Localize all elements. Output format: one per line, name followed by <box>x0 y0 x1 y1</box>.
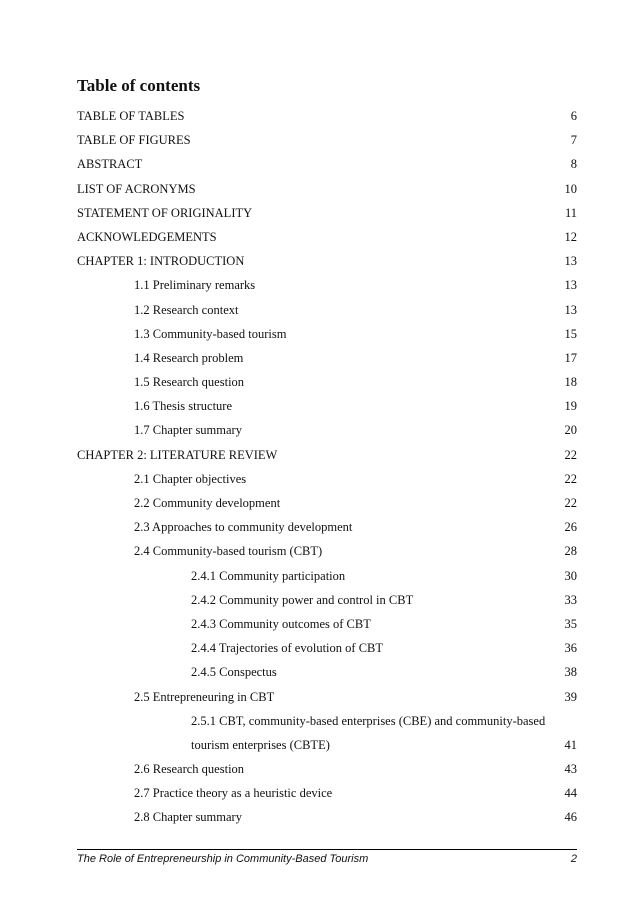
toc-entry-label: 2.4.5 Conspectus <box>191 665 277 680</box>
toc-entry-label: 1.4 Research problem <box>134 350 244 365</box>
toc-entry[interactable] <box>77 394 577 418</box>
toc-entry-label: STATEMENT OF ORIGINALITY <box>77 205 253 220</box>
toc-entry-label: 2.7 Practice theory as a heuristic device <box>134 786 333 801</box>
toc-entry-page: 19 <box>564 399 577 414</box>
toc-entry-page: 10 <box>564 181 577 196</box>
toc-entry[interactable] <box>77 104 577 128</box>
toc-entry-label: TABLE OF TABLES <box>77 109 185 123</box>
toc-entry-label: 2.4.2 Community power and control in CBT <box>191 592 414 607</box>
toc-entry-label: CHAPTER 2: LITERATURE REVIEW <box>77 447 278 462</box>
toc-entry-page: 44 <box>564 786 577 801</box>
toc-entry[interactable] <box>77 273 577 297</box>
toc-entry-label: 1.6 Thesis structure <box>134 399 233 414</box>
toc-entry[interactable] <box>77 298 577 322</box>
toc-entry[interactable] <box>77 491 577 515</box>
toc-entry-page: 13 <box>564 302 577 317</box>
toc-entry[interactable] <box>77 733 577 757</box>
toc-entry[interactable] <box>77 418 577 442</box>
footer-divider <box>77 849 577 850</box>
toc-entry[interactable] <box>77 660 577 684</box>
toc-entry-label: 2.5.1 CBT, community-based enterprises (CBE) and community-based <box>191 713 546 728</box>
toc-entry-label: 2.5 Entrepreneuring in CBT <box>134 689 275 704</box>
toc-entry-page: 35 <box>564 616 577 631</box>
toc-entry[interactable] <box>77 636 577 660</box>
toc-entry-page: 26 <box>564 520 577 535</box>
toc-entry-page: 12 <box>564 229 577 244</box>
footer-title: The Role of Entrepreneurship in Community-Based Tourism <box>77 853 369 865</box>
toc-entry-label: CHAPTER 1: INTRODUCTION <box>77 254 245 269</box>
footer-page-number: 2 <box>570 853 577 865</box>
toc-entry[interactable] <box>77 709 577 733</box>
toc-entry-page: 13 <box>564 278 577 293</box>
toc-entry-label: 1.5 Research question <box>134 375 245 390</box>
toc-entry-page: 36 <box>564 641 577 656</box>
toc-entry[interactable] <box>77 152 577 176</box>
toc-entry-page: 41 <box>564 737 577 752</box>
toc-entry-label: 2.4 Community-based tourism (CBT) <box>134 544 323 559</box>
toc-entry-label: 2.4.1 Community participation <box>191 568 346 583</box>
toc-entry-label: 2.4.3 Community outcomes of CBT <box>191 616 371 631</box>
toc-entry-label: 2.2 Community development <box>134 496 281 510</box>
page-title: Table of contents <box>77 76 201 95</box>
toc-entry-page: 43 <box>564 762 577 777</box>
toc-entry[interactable] <box>77 177 577 201</box>
toc-entry-page: 30 <box>564 568 577 583</box>
toc-entry-label: ACKNOWLEDGEMENTS <box>77 229 217 244</box>
toc-entry-page: 7 <box>570 133 577 148</box>
toc-entry-label: 1.7 Chapter summary <box>134 423 242 438</box>
toc-entry-label: 1.3 Community-based tourism <box>134 326 287 341</box>
toc-entry-page: 22 <box>564 496 577 510</box>
toc-entry-label: 2.3 Approaches to community development <box>134 520 353 535</box>
toc-entry-page: 6 <box>570 109 577 123</box>
toc-entry-label: ABSTRACT <box>77 157 143 172</box>
toc-entry-page: 11 <box>564 205 577 220</box>
toc-entry-label: 2.1 Chapter objectives <box>134 471 247 486</box>
toc-entry-label: LIST OF ACRONYMS <box>77 181 196 196</box>
toc-entry[interactable] <box>77 805 577 829</box>
toc-entry-page: 22 <box>564 471 577 486</box>
toc-entry-page: 28 <box>564 544 577 559</box>
toc-entry[interactable] <box>77 685 577 709</box>
toc-entry-page: 20 <box>564 423 577 438</box>
toc-entry[interactable] <box>77 564 577 588</box>
toc-entry[interactable] <box>77 249 577 273</box>
toc-entry[interactable] <box>77 201 577 225</box>
toc-entry-page: 13 <box>564 254 577 269</box>
toc-entry-page: 17 <box>564 350 577 365</box>
toc-entry-page: 15 <box>564 326 577 341</box>
toc-entry-label: 2.6 Research question <box>134 762 245 777</box>
toc-entry[interactable] <box>77 467 577 491</box>
toc-entry-page: 8 <box>570 157 577 172</box>
toc-entry-label: 2.8 Chapter summary <box>134 810 242 825</box>
toc-entry[interactable] <box>77 128 577 152</box>
toc-entry[interactable] <box>77 781 577 805</box>
toc-entry[interactable] <box>77 539 577 563</box>
toc-entry[interactable] <box>77 612 577 636</box>
toc-entry[interactable] <box>77 757 577 781</box>
toc-entry-page: 18 <box>564 375 577 390</box>
toc-entry-label: 2.4.4 Trajectories of evolution of CBT <box>191 641 383 656</box>
toc-entry-label: 1.1 Preliminary remarks <box>134 278 256 293</box>
toc-entry[interactable] <box>77 346 577 370</box>
toc-entry[interactable] <box>77 370 577 394</box>
toc-entry-label: 1.2 Research context <box>134 302 239 317</box>
toc-entry-page: 46 <box>564 810 577 825</box>
toc-entry-page: 22 <box>564 447 577 462</box>
toc-entry[interactable] <box>77 443 577 467</box>
toc-entry[interactable] <box>77 588 577 612</box>
toc-entry-page: 33 <box>564 592 577 607</box>
toc-entry[interactable] <box>77 225 577 249</box>
toc-entry[interactable] <box>77 322 577 346</box>
toc-entry-label: TABLE OF FIGURES <box>77 133 191 148</box>
toc-entry-page: 38 <box>564 665 577 680</box>
toc-entry[interactable] <box>77 515 577 539</box>
toc-entry-label: tourism enterprises (CBTE) <box>191 737 330 752</box>
toc-entry-page: 39 <box>564 689 577 704</box>
table-of-contents <box>77 104 577 830</box>
